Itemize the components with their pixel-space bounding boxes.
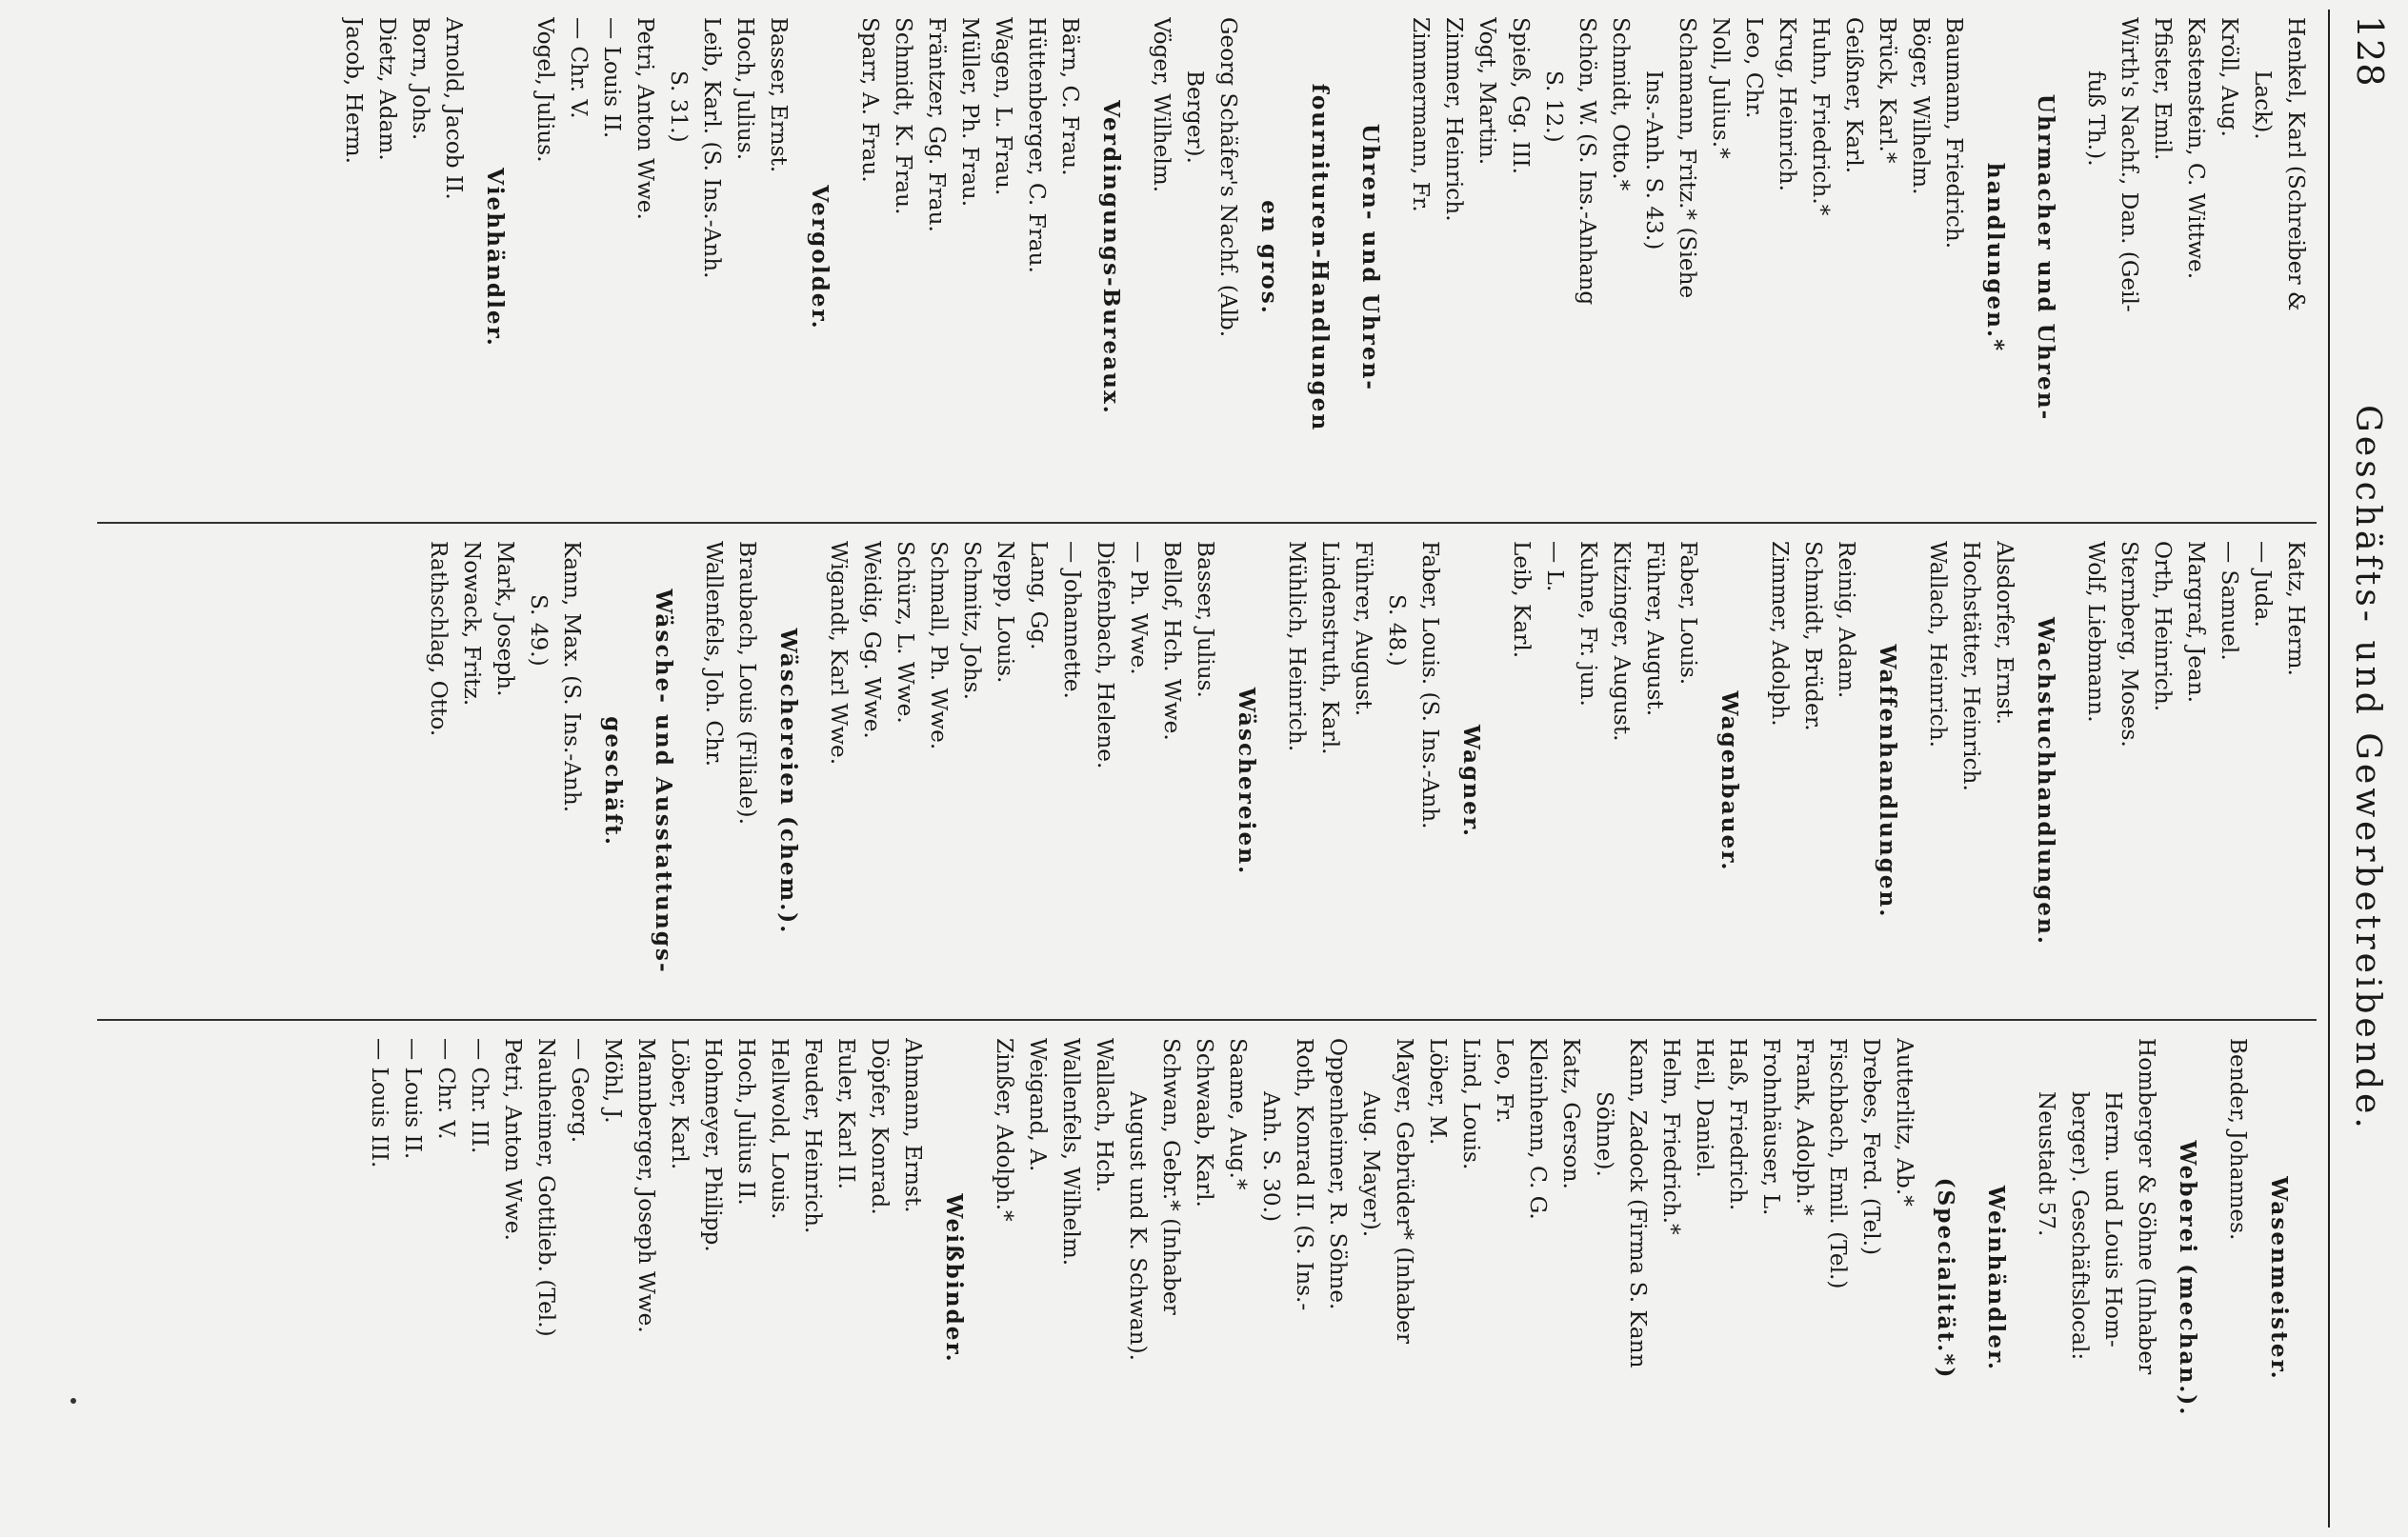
directory-entry: Kitzinger, August.	[1609, 541, 1635, 742]
directory-entry: Fischbach, Emil. (Tel.)	[1825, 1038, 1851, 1289]
directory-entry: Kuhne, Fr. jun.	[1575, 541, 1601, 707]
column-1	[46, 17, 2313, 498]
directory-entry: Wallenfels, Wilhelm.	[1058, 1038, 1084, 1267]
directory-entry: Kröll, Aug.	[2217, 17, 2242, 137]
directory-entry: Hüttenberger, C. Frau.	[1024, 17, 1050, 273]
directory-entry: Führer, August.	[1642, 541, 1668, 717]
entry-continuation: Berger).	[1182, 70, 1208, 164]
directory-entry: Weidig, Gg. Wwe.	[859, 541, 885, 739]
directory-entry: Mayer, Gebrüder* (Inhaber	[1392, 1038, 1417, 1344]
directory-entry: Zimmermann, Fr.	[1408, 17, 1434, 212]
directory-entry: Orth, Heinrich.	[2150, 541, 2176, 712]
section-heading: fournituren-Handlungen	[1307, 83, 1333, 432]
directory-entry: Faber, Louis.	[1676, 541, 1701, 686]
directory-entry: Wallenfels, Joh. Chr.	[701, 541, 727, 768]
directory-entry: Lindenstruth, Karl.	[1317, 541, 1343, 755]
directory-entry: Bender, Johannes.	[2225, 1038, 2251, 1241]
section-heading: Viehhändler.	[482, 168, 508, 348]
directory-entry: Vöger, Wilhelm.	[1149, 17, 1174, 193]
directory-entry: Sternberg, Moses.	[2117, 541, 2142, 748]
section-heading: Waffenhandlungen.	[1875, 644, 1900, 919]
directory-entry: Kann, Max. (S. Ins.-Anh.	[559, 541, 585, 813]
directory-entry: Nepp, Louis.	[993, 541, 1018, 684]
running-head: Geschäfts- und Gewerbetreibende.	[2348, 405, 2387, 1132]
entry-continuation: Neustadt 57.	[2034, 1091, 2059, 1237]
entry-continuation: S. 31.)	[666, 70, 692, 143]
directory-entry: Mark, Joseph.	[492, 541, 518, 697]
directory-entry: Dietz, Adam.	[374, 17, 400, 161]
directory-entry: Vogel, Julius.	[532, 17, 558, 163]
directory-entry: Schwaab, Karl.	[1192, 1038, 1217, 1208]
section-heading: Wäschereien.	[1234, 687, 1259, 876]
directory-entry: Feuder, Heinrich.	[800, 1038, 826, 1234]
directory-entry: — Georg.	[567, 1038, 592, 1144]
directory-entry: Schmidt, Otto.*	[1608, 17, 1634, 191]
directory-entry: Hochstätter, Heinrich.	[1958, 541, 1984, 791]
directory-entry: Hoch, Julius II.	[733, 1038, 759, 1206]
section-heading: Wäschereien (chem.).	[775, 628, 801, 935]
directory-entry: Döpfer, Konrad.	[867, 1038, 893, 1215]
directory-entry: Hohmeyer, Philipp.	[700, 1038, 726, 1252]
directory-entry: Krug, Heinrich.	[1775, 17, 1800, 192]
directory-entry: Wolf, Liebmann.	[2083, 541, 2109, 723]
directory-entry: Heil, Daniel.	[1692, 1038, 1717, 1178]
section-heading: geschäft.	[600, 716, 626, 847]
ink-speck	[70, 1398, 76, 1404]
directory-entry: Kastenstein, C. Wittwe.	[2183, 17, 2209, 280]
directory-entry: Euler, Karl II.	[833, 1038, 859, 1189]
directory-entry: — Ph. Wwe.	[1126, 541, 1152, 675]
entry-continuation: fuß Th.).	[2083, 70, 2109, 167]
directory-entry: Nauheimer, Gottlieb. (Tel.)	[533, 1038, 559, 1337]
directory-entry: Schmall, Ph. Wwe.	[926, 541, 952, 750]
directory-entry: Homberger & Söhne (Inhaber	[2134, 1038, 2159, 1375]
directory-entry: Schmidt, K. Frau.	[891, 17, 916, 215]
directory-entry: Führer, August.	[1351, 541, 1376, 717]
directory-entry: Sparr, A. Frau.	[857, 17, 883, 183]
directory-entry: Baumann, Friedrich.	[1941, 17, 1967, 250]
directory-entry: Margraf, Jean.	[2183, 541, 2209, 704]
page-number: 128	[2349, 15, 2391, 88]
directory-entry: Braubach, Louis (Filiale).	[734, 541, 760, 825]
directory-entry: Schamann, Fritz.* (Siehe	[1675, 17, 1700, 299]
header-rule	[2328, 10, 2330, 1527]
entry-continuation: berger). Geschäftslocal:	[2067, 1091, 2093, 1361]
directory-entry: Huhn, Friedrich.*	[1808, 17, 1834, 216]
directory-entry: Reinig, Adam.	[1834, 541, 1859, 699]
directory-entry: Kann, Zadock (Firma S. Kann	[1625, 1038, 1651, 1368]
directory-entry: Geißner, Karl.	[1841, 17, 1867, 174]
section-heading: Wachstuchhandlungen.	[2033, 616, 2058, 946]
directory-entry: Autterlitz, Ab.*	[1892, 1038, 1917, 1207]
directory-entry: Basser, Julius.	[1193, 541, 1218, 698]
directory-entry: Ahmann, Ernst.	[900, 1038, 926, 1213]
directory-entry: Frohnhäuser, L.	[1758, 1038, 1784, 1216]
directory-entry: Petri, Anton Wwe.	[632, 17, 658, 220]
directory-entry: Leo, Chr.	[1741, 17, 1767, 119]
directory-entry: Rathschlag, Otto.	[426, 541, 452, 737]
directory-entry: Lang, Gg.	[1026, 541, 1052, 650]
directory-entry: Brück, Karl.*	[1875, 17, 1900, 164]
directory-entry: Bärn, C. Frau.	[1057, 17, 1083, 176]
directory-entry: Mühlich, Heinrich.	[1284, 541, 1310, 752]
directory-entry: Schwan, Gebr.* (Inhaber	[1158, 1038, 1184, 1315]
directory-entry: Born, Johs.	[408, 17, 433, 141]
directory-entry: Georg Schäfer's Nachf. (Alb.	[1215, 17, 1241, 338]
directory-entry: Vogt, Martin.	[1475, 17, 1500, 166]
section-heading: Weberei (mechan.).	[2175, 1140, 2200, 1417]
entry-continuation: Aug. Mayer).	[1358, 1091, 1384, 1238]
directory-entry: Hellwold, Louis.	[767, 1038, 793, 1220]
column-2	[46, 541, 2313, 1022]
directory-entry: Wirth's Nachf., Dan. (Geil-	[2117, 17, 2142, 312]
directory-entry: Oppenheimer, R. Söhne.	[1325, 1038, 1351, 1310]
directory-entry: Schön, W. (S. Ins.-Anhang	[1575, 17, 1600, 306]
section-heading: Weißbinder.	[941, 1193, 967, 1364]
directory-entry: Löber, M.	[1425, 1038, 1451, 1146]
entry-continuation: August und K. Schwan).	[1125, 1091, 1151, 1362]
entry-continuation: Ins.-Anh. S. 43.)	[1641, 70, 1667, 250]
directory-entry: — Chr. V.	[566, 17, 592, 119]
directory-entry: Henkel, Karl (Schreiber &	[2283, 17, 2309, 311]
directory-entry: Weigand, A.	[1025, 1038, 1051, 1172]
section-heading: (Specialität.*)	[1933, 1177, 1958, 1380]
directory-entry: Basser, Ernst.	[766, 17, 792, 173]
section-heading: Weinhändler.	[1983, 1185, 2009, 1372]
directory-entry: Katz, Herm.	[2283, 541, 2309, 676]
directory-entry: Spieß, Gg. III.	[1508, 17, 1534, 175]
section-heading: Wagner.	[1458, 724, 1484, 839]
directory-entry: Pfister, Emil.	[2150, 17, 2176, 161]
directory-entry: Schmidt, Brüder.	[1800, 541, 1826, 731]
directory-entry: Zimmer, Adolph.	[1767, 541, 1793, 727]
section-heading: Wasenmeister.	[2266, 1176, 2292, 1381]
entry-continuation: Söhne).	[1592, 1091, 1617, 1177]
directory-entry: — Louis III.	[367, 1038, 392, 1168]
directory-entry: Nowack, Fritz.	[459, 541, 485, 707]
directory-entry: Leib, Karl.	[1509, 541, 1535, 659]
entry-continuation: Anh. S. 30.)	[1258, 1091, 1284, 1223]
directory-entry: Leib, Karl. (S. Ins.-Anh.	[699, 17, 725, 279]
directory-entry: Kleinhenn, C. G.	[1525, 1038, 1551, 1220]
directory-entry: Diefenbach, Helene.	[1093, 541, 1118, 769]
directory-entry: Leo, Fr.	[1492, 1038, 1517, 1124]
directory-entry: Roth, Konrad II. (S. Ins.-	[1292, 1038, 1317, 1311]
directory-entry: Saame, Aug.*	[1225, 1038, 1251, 1190]
section-heading: Verdingungs-Bureaux.	[1098, 100, 1124, 415]
directory-entry: Möhl, J.	[600, 1038, 626, 1124]
directory-entry: Bellof, Hch. Wwe.	[1159, 541, 1185, 741]
column-rule-2	[97, 1019, 2317, 1021]
entry-continuation: S. 12.)	[1541, 70, 1567, 143]
directory-entry: Faber, Louis. (S. Ins.-Anh.	[1417, 541, 1443, 829]
directory-entry: Schürz, L. Wwe.	[893, 541, 918, 724]
entry-continuation: Herm. und Louis Hom-	[2100, 1091, 2126, 1347]
directory-entry: Mannberger, Joseph Wwe.	[633, 1038, 659, 1333]
directory-entry: Wallach, Hch.	[1092, 1038, 1117, 1193]
directory-entry: Frank, Adolph.*	[1792, 1038, 1817, 1216]
section-heading: Uhrmacher und Uhren-	[2033, 93, 2058, 422]
directory-entry: Zinßer, Adolph.*	[992, 1038, 1017, 1222]
directory-entry: Schmitz, Johs.	[959, 541, 985, 700]
column-3	[46, 1038, 2313, 1519]
section-heading: Wagenbauer.	[1716, 690, 1742, 872]
directory-entry: Lind, Louis.	[1458, 1038, 1484, 1170]
directory-entry: Helm, Friedrich.*	[1658, 1038, 1684, 1235]
section-heading: Uhren- und Uhren-	[1357, 123, 1383, 392]
directory-entry: Katz, Gerson.	[1558, 1038, 1584, 1189]
directory-entry: Haß, Friedrich.	[1725, 1038, 1751, 1211]
directory-entry: Petri, Anton Wwe.	[500, 1038, 526, 1241]
entry-continuation: Lack).	[2250, 70, 2276, 140]
directory-entry: Wigandt, Karl Wwe.	[826, 541, 852, 766]
directory-entry: — Chr. V.	[433, 1038, 459, 1140]
directory-entry: — L.	[1542, 541, 1568, 592]
directory-entry: — Louis II.	[400, 1038, 426, 1160]
directory-entry: — Juda.	[2250, 541, 2276, 628]
directory-entry: Drebes, Ferd. (Tel.)	[1858, 1038, 1884, 1256]
directory-entry: Fräntzer, Gg. Frau.	[924, 17, 950, 232]
column-rule-1	[97, 522, 2317, 524]
directory-entry: Müller, Ph. Frau.	[957, 17, 983, 208]
directory-entry: — Louis II.	[599, 17, 625, 139]
directory-entry: — Johannette.	[1059, 541, 1085, 699]
directory-entry: Zimmer, Heinrich.	[1441, 17, 1467, 222]
directory-entry: Wagen, L. Frau.	[991, 17, 1016, 196]
directory-entry: Böger, Wilhelm.	[1908, 17, 1934, 195]
directory-entry: Wallach, Heinrich.	[1925, 541, 1951, 749]
section-heading: en gros.	[1256, 200, 1282, 315]
section-heading: handlungen.*	[1982, 162, 2008, 353]
entry-continuation: S. 48.)	[1384, 594, 1410, 667]
directory-entry: — Chr. III.	[467, 1038, 492, 1154]
section-heading: Wäsche- und Ausstattungs-	[651, 589, 676, 974]
section-heading: Vergolder.	[807, 185, 833, 330]
directory-entry: — Samuel.	[2217, 541, 2242, 661]
directory-entry: Jacob, Herm.	[341, 17, 367, 165]
directory-entry: Alsdorfer, Ernst.	[1992, 541, 2017, 726]
directory-entry: Löber, Karl.	[667, 1038, 692, 1170]
directory-entry: Noll, Julius.*	[1708, 17, 1734, 159]
directory-entry: Arnold, Jacob II.	[441, 17, 467, 200]
entry-continuation: S. 49.)	[526, 594, 552, 667]
directory-entry: Hoch, Julius.	[732, 17, 758, 161]
